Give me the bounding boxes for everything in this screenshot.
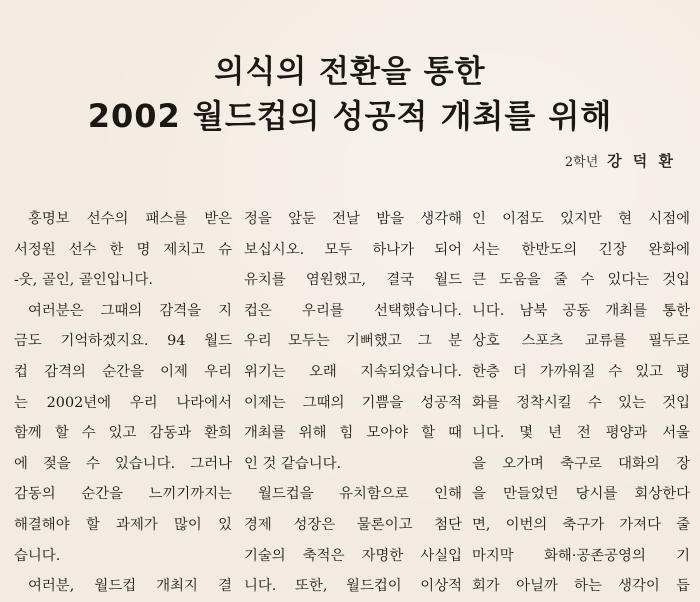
text-line: 우리 모두는 기뻐했고 그 분	[244, 333, 462, 350]
text-line: 서는 한반도의 긴장 완화에	[472, 241, 690, 258]
text-line: 인 이점도 있지만 현 시점에	[472, 211, 690, 227]
text-line: 회가 아닐까 하는 생각이 듭	[472, 578, 690, 595]
text-column-3	[472, 204, 690, 602]
article-title-line-1: 의식의 전환을 통한	[214, 54, 486, 90]
text-line: 화를 정착시킬 수 있는 것입	[472, 394, 690, 411]
text-line: 습니다.	[14, 547, 61, 564]
text-line: 위기는 오래 지속되었습니다.	[244, 363, 462, 380]
text-line: 을 만들었던 당시를 회상한다	[472, 486, 690, 503]
text-line: 정을 앞둔 전날 밤을 생각해	[244, 211, 462, 227]
text-line: 큰 도움을 줄 수 있다는 것입	[472, 272, 690, 289]
text-line: 컵은 우리를 선택했습니다.	[244, 302, 462, 319]
text-line: 한층 더 가까워질 수 있고 평	[472, 363, 690, 380]
text-line: 개최를 위해 힘 모아야 할 때	[244, 425, 462, 442]
text-line: 월드컵을 유치함으로 인해	[258, 486, 462, 503]
text-column-2	[244, 204, 462, 602]
text-line: 보십시오. 모두 하나가 되어	[244, 241, 462, 258]
author-name: 강 덕 환	[607, 152, 676, 170]
text-line: 을 오가며 축구로 대화의 장	[472, 455, 690, 472]
text-line: 컵 감격의 순간을 이제 우리	[14, 363, 232, 380]
text-line: 해결해야 할 과제가 많이 있	[14, 516, 232, 533]
text-line: 인 것 같습니다.	[244, 455, 342, 472]
text-line: 면, 이번의 축구가 가져다 줄	[472, 516, 690, 533]
text-line: -웃, 골인, 골인입니다.	[14, 272, 153, 289]
text-line: 마지막 화해·공존공영의 기	[472, 547, 690, 564]
text-line: 상호 스포츠 교류를 필두로	[472, 333, 690, 350]
text-line: 에 젖을 수 있습니다. 그러나	[14, 455, 232, 472]
text-line: 이제는 그때의 기쁨을 성공적	[244, 394, 462, 411]
text-line: 유치를 염원했고, 결국 월드	[244, 272, 462, 289]
text-line: 니다. 또한, 월드컵이 이상적	[244, 578, 462, 595]
author-byline	[565, 150, 676, 171]
text-line: 감동의 순간을 느끼기까지는	[14, 486, 232, 503]
text-line: 홍명보 선수의 패스를 받은	[28, 211, 232, 227]
author-grade: 2학년	[564, 155, 599, 170]
text-line: 함께 할 수 있고 감동과 환희	[14, 425, 232, 442]
text-line: 니다. 몇 년 전 평양과 서울	[472, 425, 690, 442]
text-line: 니다. 남북 공동 개최를 통한	[472, 302, 690, 319]
article-title-line-2: 2002 월드컵의 성공적 개최를 위해	[87, 97, 613, 135]
text-line: 기술의 축적은 자명한 사실입	[244, 547, 462, 564]
text-line: 는 2002년에 우리 나라에서	[14, 394, 232, 411]
text-line: 금도 기억하겠지요. 94 월드	[14, 333, 232, 350]
text-column-1	[14, 204, 232, 602]
text-line: 경제 성장은 물론이고 첨단	[244, 516, 462, 533]
text-line: 서정원 선수 한 명 제치고 슈	[14, 241, 232, 258]
text-line: 여러분, 월드컵 개최지 결	[28, 578, 232, 595]
text-line: 여러분은 그때의 감격을 지	[28, 302, 232, 319]
